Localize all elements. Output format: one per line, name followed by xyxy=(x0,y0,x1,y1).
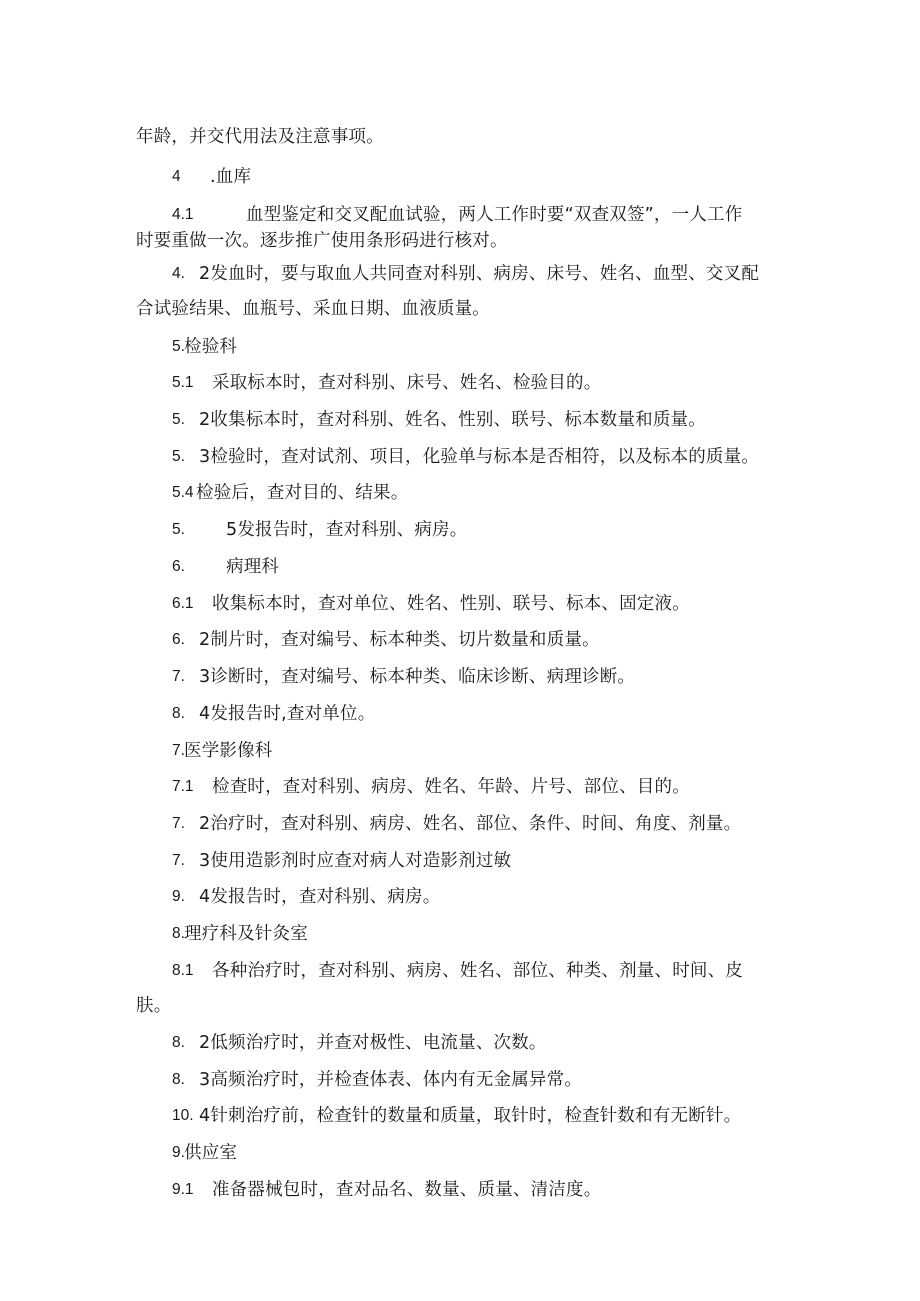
item-number: 10. xyxy=(172,1107,194,1124)
item-number: 9.1 xyxy=(172,1181,194,1198)
line-text: 血型鉴定和交叉配血试验，两人工作时要“双查双签”，一人工作 xyxy=(246,205,743,225)
item-number: 7. xyxy=(172,852,185,869)
line-text: 年龄，并交代用法及注意事项。 xyxy=(136,127,384,147)
line-text: 4发报告时,查对单位。 xyxy=(199,704,376,724)
section-number: 5. xyxy=(172,338,185,355)
line-text: 3诊断时，查对编号、标本种类、临床诊断、病理诊断。 xyxy=(199,667,636,687)
line-text: 检查时，查对科别、病房、姓名、年龄、片号、部位、目的。 xyxy=(212,777,690,797)
section-number: 8. xyxy=(172,925,185,942)
item-number: 8. xyxy=(172,705,185,722)
line-text: 4发报告时，查对科别、病房。 xyxy=(199,887,441,907)
line-text: 5发报告时，查对科别、病房。 xyxy=(226,520,468,540)
section-title: 供应室 xyxy=(184,1143,238,1163)
item-number: 5.1 xyxy=(172,374,194,391)
item-number: 8. xyxy=(172,1034,185,1051)
line-text: 2治疗时，查对科别、病房、姓名、部位、条件、时间、角度、剂量。 xyxy=(199,814,742,834)
section-title: .血库 xyxy=(210,167,252,187)
item-number: 9. xyxy=(172,888,185,905)
line-text: 各种治疗时，查对科别、病房、姓名、部位、种类、剂量、时间、皮 xyxy=(212,961,743,981)
item-number: 6. xyxy=(172,631,185,648)
line-text: 2低频治疗时，并查对极性、电流量、次数。 xyxy=(199,1033,547,1053)
line-text: 肤。 xyxy=(136,996,172,1016)
item-number: 4. xyxy=(172,265,185,282)
section-number: 6. xyxy=(172,558,185,575)
line-text: 准备器械包时，查对品名、数量、质量、清洁度。 xyxy=(212,1180,602,1200)
line-text: 3高频治疗时，并检查体表、体内有无金属异常。 xyxy=(199,1070,583,1090)
item-number: 5. xyxy=(172,521,185,538)
item-number: 5. xyxy=(172,411,185,428)
section-title: 病理科 xyxy=(226,557,280,577)
line-text: 2发血时，要与取血人共同查对科别、病房、床号、姓名、血型、交叉配 xyxy=(199,264,760,284)
item-number: 8.1 xyxy=(172,962,194,979)
line-text: 2收集标本时，查对科别、姓名、性别、联号、标本数量和质量。 xyxy=(199,410,706,430)
item-number: 5. xyxy=(172,448,185,465)
item-number: 5.4 xyxy=(172,484,194,501)
line-text: 采取标本时，查对科别、床号、姓名、检验目的。 xyxy=(212,373,602,393)
section-number: 9. xyxy=(172,1144,185,1161)
line-text: 合试验结果、血瓶号、采血日期、血液质量。 xyxy=(136,299,490,319)
item-number: 8. xyxy=(172,1071,185,1088)
line-text: 3检验时，查对试剂、项目，化验单与标本是否相符，以及标本的质量。 xyxy=(199,447,760,467)
item-number: 7.1 xyxy=(172,778,194,795)
section-number: 4 xyxy=(172,168,181,185)
item-number: 4.1 xyxy=(172,206,194,223)
item-number: 6.1 xyxy=(172,595,194,612)
section-number: 7. xyxy=(172,742,185,759)
item-number: 7. xyxy=(172,815,185,832)
section-title: 医学影像科 xyxy=(184,741,273,761)
line-text: 3使用造影剂时应查对病人对造影剂过敏 xyxy=(199,851,512,871)
line-text: 收集标本时，查对单位、姓名、性别、联号、标本、固定液。 xyxy=(212,594,690,614)
line-text: 2制片时，查对编号、标本种类、切片数量和质量。 xyxy=(199,630,600,650)
line-text: 检验后，查对目的、结果。 xyxy=(196,483,409,503)
section-title: 检验科 xyxy=(184,337,238,357)
line-text: 时要重做一次。逐步推广使用条形码进行核对。 xyxy=(136,231,508,251)
section-title: 理疗科及针灸室 xyxy=(184,924,308,944)
item-number: 7. xyxy=(172,668,185,685)
line-text: 4针刺治疗前，检查针的数量和质量，取针时，检查针数和有无断针。 xyxy=(199,1106,742,1126)
